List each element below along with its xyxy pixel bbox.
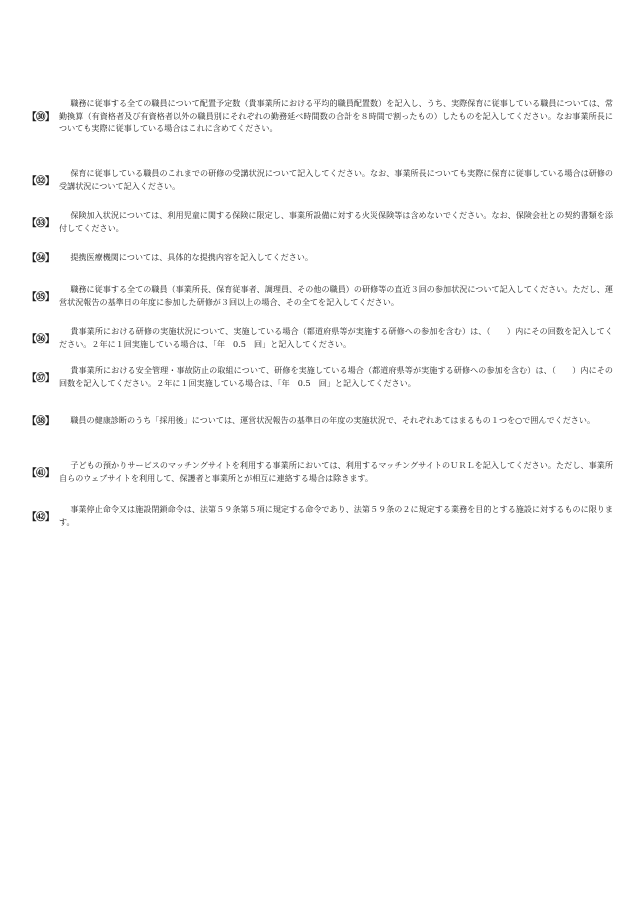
note-marker: 【㉚】 [27, 111, 55, 123]
note-marker: 【㉞】 [27, 253, 55, 264]
note-text: 子どもの預かりサービスのマッチングサイトを利用する事業所においては、利用するマッチングサイトのＵＲＬを記入してください。ただし、事業所自らのウェブサイトを利用して、保護者と事業所とが相互に連絡する場合は除きます。 [59, 460, 613, 483]
note-item [27, 325, 613, 350]
note-text: 貴事業所における研修の実施状況について、実施している場合（都道府県等が実施する研修への参加を含む）は、（ ）内にその回数を記入してください。２年に１回実施している場合は、「年 0.5 回」と記入してください。 [59, 326, 613, 349]
note-item [27, 250, 613, 264]
note-text: 職員の健康診断のうち「採用後」については、運営状況報告の基準日の年度の実施状況で、それぞれあてはまるもの１つを○で囲んでください。 [70, 414, 596, 425]
note-item [27, 283, 613, 308]
note-item [27, 364, 613, 389]
note-marker: 【㊷】 [27, 511, 55, 523]
note-text: 事業停止命令又は施設閉鎖命令は、法第５９条第５項に規定する命令であり、法第５９条の２に規定する業務を目的とする施設に対するものに限ります。 [59, 504, 613, 527]
note-marker: 【㊱】 [27, 333, 55, 345]
note-item [27, 413, 613, 427]
note-item [27, 503, 613, 528]
note-marker: 【㊶】 [27, 467, 55, 479]
note-text: 職務に従事する全ての職員（事業所長、保育従事者、調理員、その他の職員）の研修等の直近３回の参加状況について記入してください。ただし、運営状況報告の基準日の年度に参加した研修が３回以上の場合、その全てを記入してください。 [59, 284, 613, 307]
note-marker: 【㉟】 [27, 291, 55, 303]
note-text: 保険加入状況については、利用児童に関する保険に限定し、事業所設備に対する火災保険等は含めないでください。なお、保険会社との契約書類を添付してください。 [59, 210, 613, 233]
note-item [27, 209, 613, 234]
note-marker: 【㉜】 [27, 175, 55, 187]
note-text: 保育に従事している職員のこれまでの研修の受講状況について記入してください。なお、事業所長についても実際に保育に従事している場合は研修の受講状況について記入ください。 [59, 168, 613, 191]
note-marker: 【㉝】 [27, 217, 55, 229]
note-text: 職務に従事する全ての職員について配置予定数（貴事業所における平均的職員配置数）を記入し、うち、実際保育に従事している職員については、常勤換算（有資格者及び有資格者以外の職員別にそれぞれの勤務延べ時間数の合計を８時間で割ったもの）したものを記入してください。なお事業所長についても実際に従事している場合はこれに含めてください。 [59, 98, 613, 133]
note-marker: 【㊳】 [27, 416, 55, 427]
note-item [27, 97, 613, 135]
note-text: 貴事業所における安全管理・事故防止の取組について、研修を実施している場合（都道府県等が実施する研修への参加を含む）は、（ ）内にその回数を記入してください。２年に１回実施している場合は、「年 0.5 回」と記入してください。 [59, 365, 613, 388]
note-item [27, 459, 613, 484]
note-text: 提携医療機関については、具体的な提携内容を記入してください。 [70, 251, 313, 262]
note-item [27, 167, 613, 192]
note-marker: 【㊲】 [27, 372, 55, 384]
